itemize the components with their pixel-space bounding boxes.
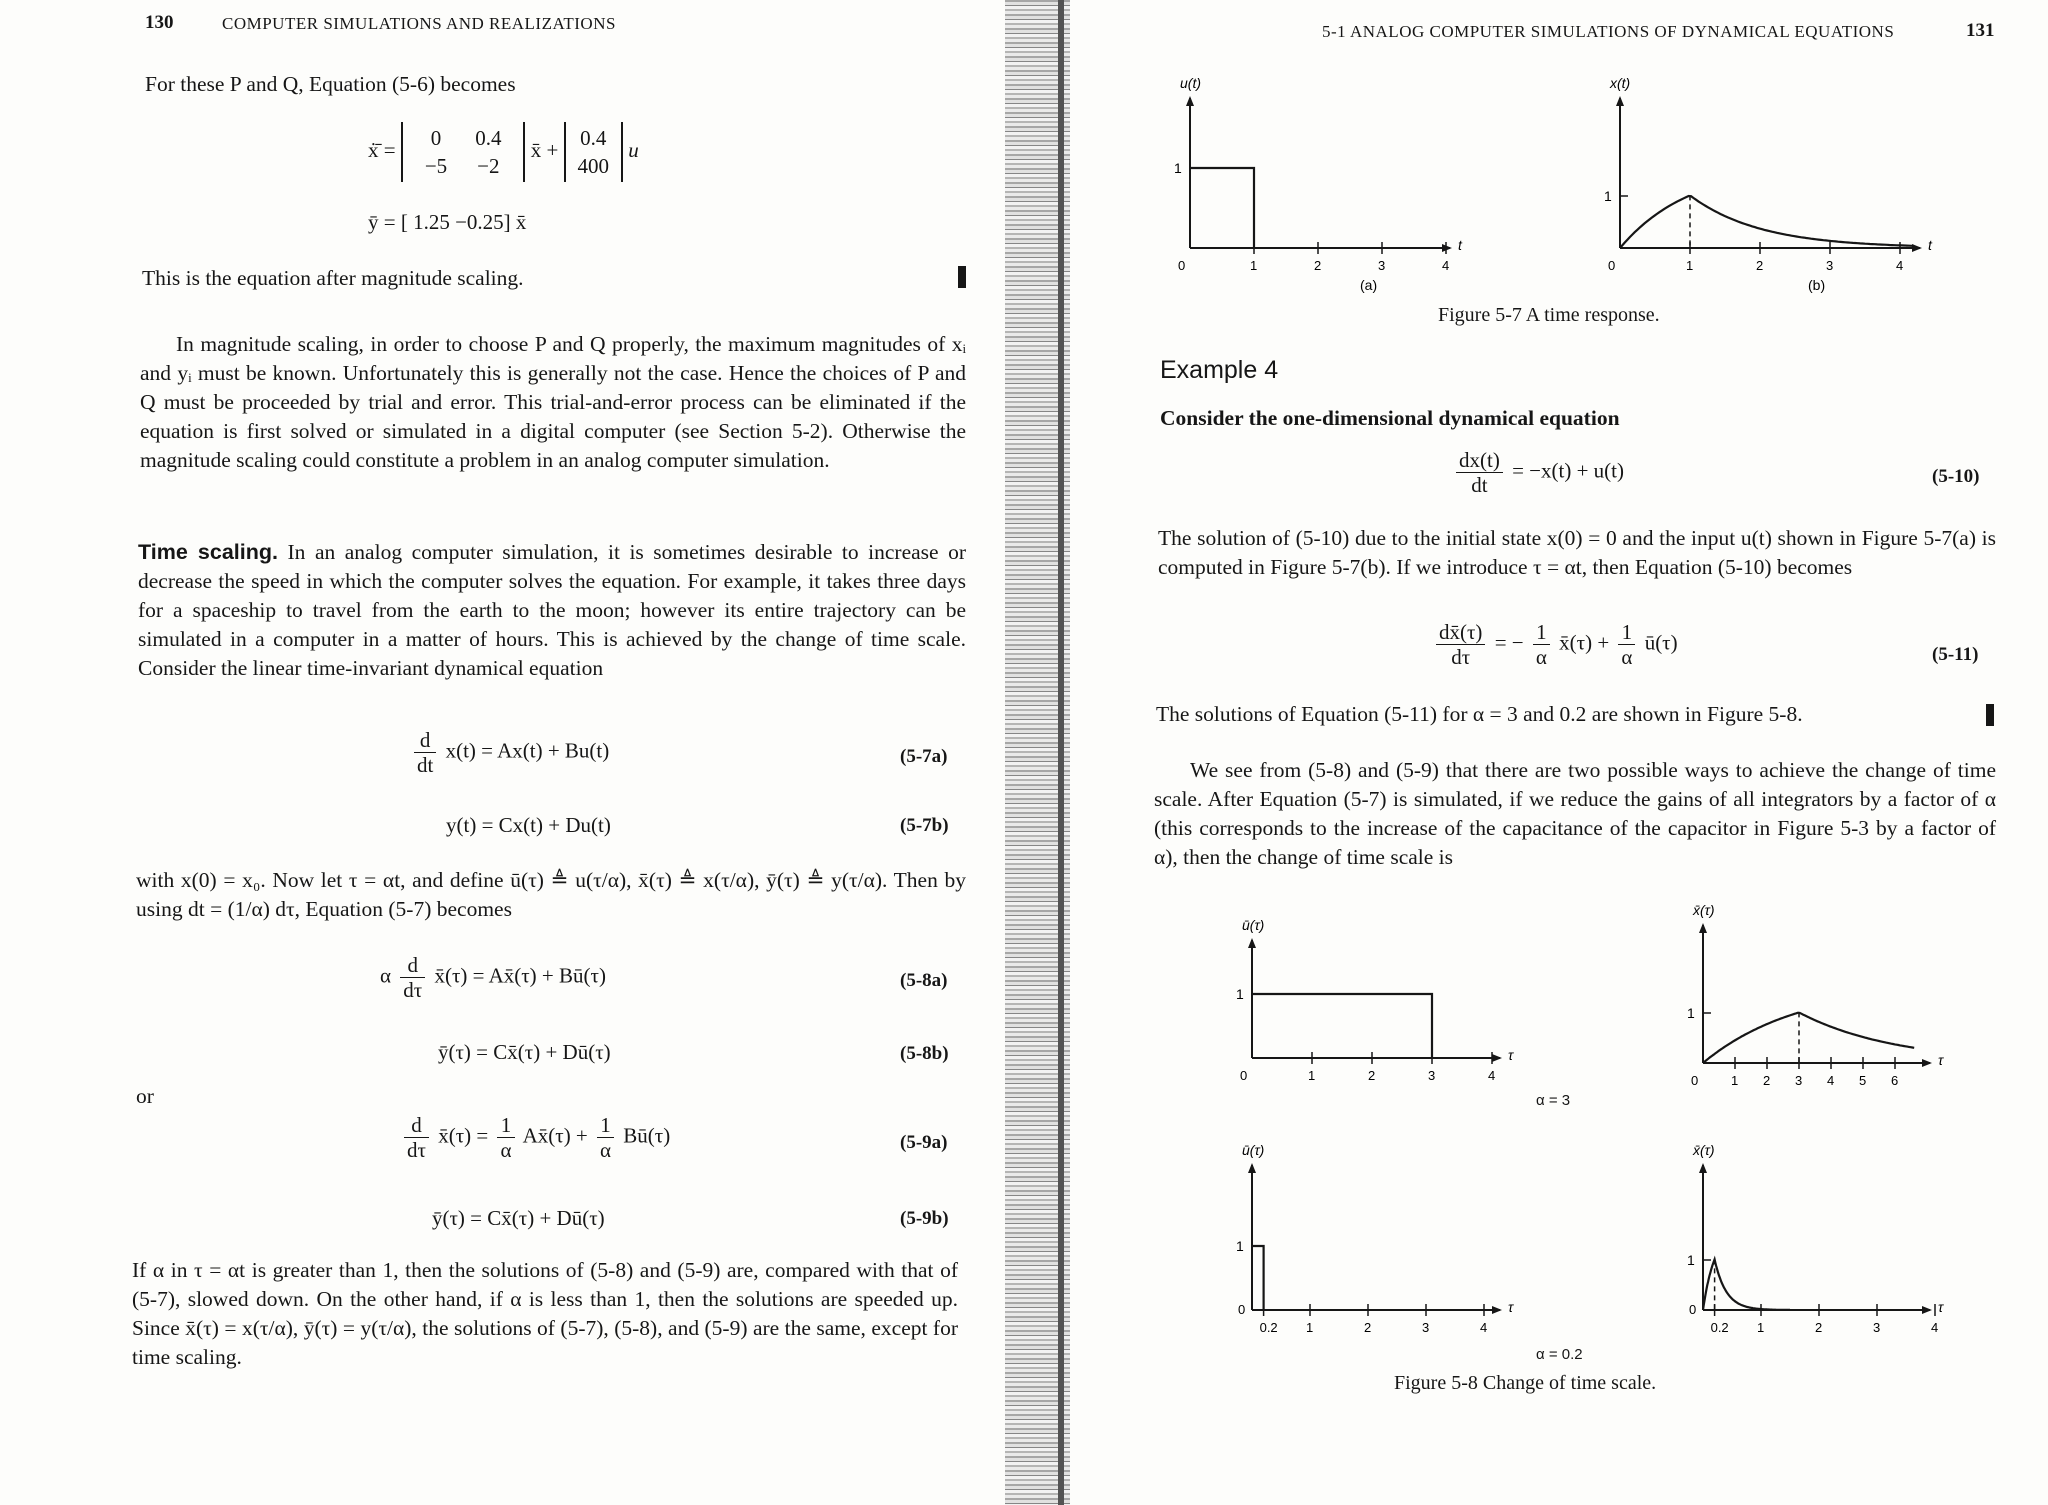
equation-output-scaled: ȳ = [ 1.25 −0.25] x̄	[368, 210, 527, 234]
x-tick-label: 1	[1308, 1068, 1316, 1083]
x-tick-label: 4	[1931, 1320, 1939, 1335]
end-of-example-mark	[958, 266, 966, 288]
x-tick-label: 4	[1488, 1068, 1496, 1083]
origin-label: 0	[1238, 1302, 1246, 1317]
y-axis-label: x(t)	[1610, 75, 1631, 91]
x-tick-label: 0.2	[1259, 1320, 1278, 1335]
paragraph-solution: The solution of (5-10) due to the initial state x(0) = 0 and the input u(t) shown in Figure 5-7(a) is computed in Figure 5-7(b). If we introduce τ = αt, then Equation (5-10) becomes	[1158, 526, 1996, 579]
end-of-example-mark	[1986, 704, 1994, 726]
x-tick-label: 1	[1306, 1320, 1314, 1335]
x-tick-label: 2	[1314, 258, 1322, 273]
x-tick-label: 2	[1763, 1073, 1771, 1088]
y-tick-label: 1	[1687, 1005, 1695, 1021]
origin-label: 0	[1689, 1302, 1697, 1317]
x-tick-label: 0	[1691, 1073, 1699, 1088]
x-tick-label: 0	[1240, 1068, 1248, 1083]
figure-5-8-alpha02-input	[1160, 1130, 1514, 1335]
or-text: or	[136, 1084, 154, 1108]
x-tick-label: 0	[1178, 258, 1186, 273]
y-axis-arrow	[1616, 96, 1624, 106]
page-number: 131	[1966, 20, 1995, 41]
x-tick-label: 4	[1480, 1320, 1488, 1335]
time-scaling-body: In an analog computer simulation, it is sometimes desirable to increase or decrease the speed in which the computer solves the equation. For example, it takes three days for a spaceship to travel from the earth to the moon; however its entire trajectory can be simulated in a computer in a matter of hours. This is achieved by the change of time scale. Consider the linear time-invariant dynamical equation	[138, 540, 967, 680]
paragraph-solutions-shown: The solutions of Equation (5-11) for α = 3 and 0.2 are shown in Figure 5-8.	[1156, 702, 1803, 726]
figure-5-7b	[1580, 68, 1960, 298]
x-tick-label: 4	[1896, 258, 1904, 273]
paragraph-magnitude-scaling: In magnitude scaling, in order to choose P and Q properly, the maximum magnitudes of xᵢ and yᵢ must be known. Unfortunately this is generally not the case. Hence the choices of P and Q must be proceeded by trial and error. This trial-and-error process can be eliminated if the equation is first solved or simulated in a digital computer (see Section 5-2). Otherwise the magnitude scaling could constitute a problem in an analog computer simulation.	[140, 332, 966, 472]
matrix-a: 0 0.4 −5 −2	[401, 122, 526, 182]
equation-number-5-9b: (5-9b)	[900, 1208, 949, 1229]
x-tick-label: 4	[1442, 258, 1450, 273]
running-head: 5-1 ANALOG COMPUTER SIMULATIONS OF DYNAMICAL EQUATIONS	[1322, 22, 1895, 41]
input-pulse	[1252, 994, 1432, 1058]
after-scaling-text: This is the equation after magnitude scaling.	[142, 266, 524, 290]
y-axis-label: ū(τ)	[1242, 917, 1265, 933]
running-head: COMPUTER SIMULATIONS AND REALIZATIONS	[222, 14, 616, 33]
equation-5-9a: $\frac{d}{d\tau}$ x̄(τ) = $\frac{1}{\alpha}$ Ax̄(τ) + $\frac{1}{\alpha}$ Bū(τ)	[400, 1113, 670, 1162]
time-scaling-heading: Time scaling.	[138, 540, 278, 564]
equation-5-11: $\frac{dx̄(\tau)}{d\tau}$ = − $\frac{1}{\alpha}$ x̄(τ) + $\frac{1}{\alpha}$ ū(τ)	[1432, 620, 1678, 669]
x-tick-label: 3	[1378, 258, 1386, 273]
y-axis-label: x̄(τ)	[1693, 1142, 1715, 1158]
equation-5-8a: α $\frac{d}{d\tau}$ x̄(τ) = Ax̄(τ) + Bū(τ)	[380, 953, 606, 1002]
state-response-curve	[1703, 1259, 1790, 1310]
state-response-curve	[1620, 196, 1914, 248]
y-tick-label: 1	[1236, 986, 1244, 1002]
paragraph-we-see: We see from (5-8) and (5-9) that there are two possible ways to achieve the change of time scale. After Equation (5-7) is simulated, if we reduce the gains of all integrators by a factor of α (this corresponds to the increase of the capacitance of the capacitor in Figure 5-3 by a factor of α), then the change of time scale is	[1154, 758, 1996, 869]
x-axis-label: t	[1458, 237, 1462, 253]
paragraph-time-scaling	[138, 538, 966, 683]
equation-number-5-7a: (5-7a)	[900, 746, 948, 767]
x-tick-label: 2	[1756, 258, 1764, 273]
eq-u: u	[628, 137, 639, 162]
x-axis-label: τ	[1508, 1047, 1514, 1063]
x-tick-label: 0.2	[1710, 1320, 1729, 1335]
y-axis-arrow	[1186, 96, 1194, 106]
x-axis-arrow	[1922, 1306, 1932, 1314]
x-tick-label: 4	[1827, 1073, 1835, 1088]
equation-number-5-11: (5-11)	[1932, 644, 1979, 665]
page-number: 130	[145, 12, 174, 33]
y-tick-label: 1	[1604, 188, 1612, 204]
subfigure-label: (a)	[1360, 277, 1378, 293]
figure-5-7a	[1160, 68, 1500, 298]
left-page	[0, 0, 1020, 1505]
paragraph-with: with x(0) = x₀. Now let τ = αt, and define ū(τ) ≜ u(τ/α), x̄(τ) ≜ x(τ/α), ȳ(τ) ≜ y(τ/α). Then by using dt = (1/α) dτ, Equation (5-7) becomes	[136, 868, 966, 921]
equation-5-7a: $\frac{d}{dt}$ x(t) = Ax(t) + Bu(t)	[410, 728, 609, 777]
figure-5-7-caption: Figure 5-7 A time response.	[1438, 304, 1660, 326]
x-axis-arrow	[1492, 1054, 1502, 1062]
equation-number-5-9a: (5-9a)	[900, 1132, 948, 1153]
y-axis-arrow	[1248, 1163, 1256, 1173]
y-axis-arrow	[1248, 938, 1256, 948]
x-tick-label: 3	[1826, 258, 1834, 273]
x-axis-arrow	[1492, 1306, 1502, 1314]
equation-number-5-7b: (5-7b)	[900, 815, 949, 836]
equation-5-8b: ȳ(τ) = Cx̄(τ) + Dū(τ)	[438, 1040, 611, 1064]
x-tick-label: 2	[1368, 1068, 1376, 1083]
x-axis-arrow	[1442, 244, 1452, 252]
equation-5-7b: y(t) = Cx(t) + Du(t)	[446, 813, 611, 837]
state-response-curve	[1703, 1013, 1914, 1063]
x-axis-label: τ	[1938, 1299, 1944, 1315]
x-tick-label: 3	[1873, 1320, 1881, 1335]
right-page	[1060, 0, 2048, 1505]
figure-5-8-caption: Figure 5-8 Change of time scale.	[1394, 1372, 1657, 1394]
x-tick-label: 2	[1364, 1320, 1372, 1335]
eq-xbar-plus: x̄ +	[530, 137, 559, 162]
alpha-0.2-label: α = 0.2	[1536, 1346, 1583, 1363]
x-axis-label: τ	[1938, 1052, 1944, 1068]
x-tick-label: 1	[1250, 258, 1258, 273]
figure-5-8-alpha02-state	[1590, 1130, 1944, 1335]
subfigure-label: (b)	[1808, 277, 1826, 293]
equation-5-9b: ȳ(τ) = Cx̄(τ) + Dū(τ)	[432, 1206, 605, 1230]
paragraph-final: If α in τ = αt is greater than 1, then the solutions of (5-8) and (5-9) are, compared with that of (5-7), slowed down. On the other hand, if α is less than 1, then the solutions are speeded up. Since x̄(τ) = x(τ/α), ȳ(τ) = y(τ/α), the solutions of (5-7), (5-8), and (5-9) are the same, except for time scaling.	[132, 1258, 958, 1369]
x-tick-label: 2	[1815, 1320, 1823, 1335]
input-pulse	[1252, 1246, 1264, 1310]
intro-text: For these P and Q, Equation (5-6) becomes	[145, 72, 516, 96]
x-axis-label: τ	[1508, 1299, 1514, 1315]
example-intro: Consider the one-dimensional dynamical equation	[1160, 406, 1620, 430]
equation-number-5-10: (5-10)	[1932, 466, 1980, 487]
figure-5-8-alpha3-input	[1160, 895, 1514, 1095]
input-pulse	[1190, 168, 1254, 248]
x-tick-label: 1	[1757, 1320, 1765, 1335]
y-axis-label: ū(τ)	[1242, 1142, 1265, 1158]
y-axis-label: x̄(τ)	[1693, 902, 1715, 918]
figure-5-8-alpha3-state	[1590, 890, 1944, 1095]
x-tick-label: 6	[1891, 1073, 1899, 1088]
vector-b: 0.4 400	[564, 122, 624, 182]
x-tick-label: 3	[1428, 1068, 1436, 1083]
y-axis-arrow	[1699, 1163, 1707, 1173]
y-axis-label: u(t)	[1180, 75, 1201, 91]
example-heading: Example 4	[1160, 356, 1279, 384]
x-axis-label: t	[1928, 237, 1932, 253]
eq-lhs: ẋ̄ =	[368, 137, 396, 162]
y-tick-label: 1	[1687, 1252, 1695, 1268]
x-tick-label: 3	[1422, 1320, 1430, 1335]
y-tick-label: 1	[1236, 1238, 1244, 1254]
y-axis-arrow	[1699, 923, 1707, 933]
x-axis-arrow	[1922, 1059, 1932, 1067]
x-tick-label: 3	[1795, 1073, 1803, 1088]
equation-number-5-8b: (5-8b)	[900, 1043, 949, 1064]
x-tick-label: 1	[1686, 258, 1694, 273]
x-tick-label: 1	[1731, 1073, 1739, 1088]
x-tick-label: 0	[1608, 258, 1616, 273]
equation-5-10: $\frac{dx(t)}{dt}$ = −x(t) + u(t)	[1452, 448, 1624, 497]
equation-number-5-8a: (5-8a)	[900, 970, 948, 991]
equation-state-scaled	[368, 122, 639, 182]
alpha-3-label: α = 3	[1536, 1092, 1571, 1109]
x-tick-label: 5	[1859, 1073, 1867, 1088]
y-tick-label: 1	[1174, 160, 1182, 176]
